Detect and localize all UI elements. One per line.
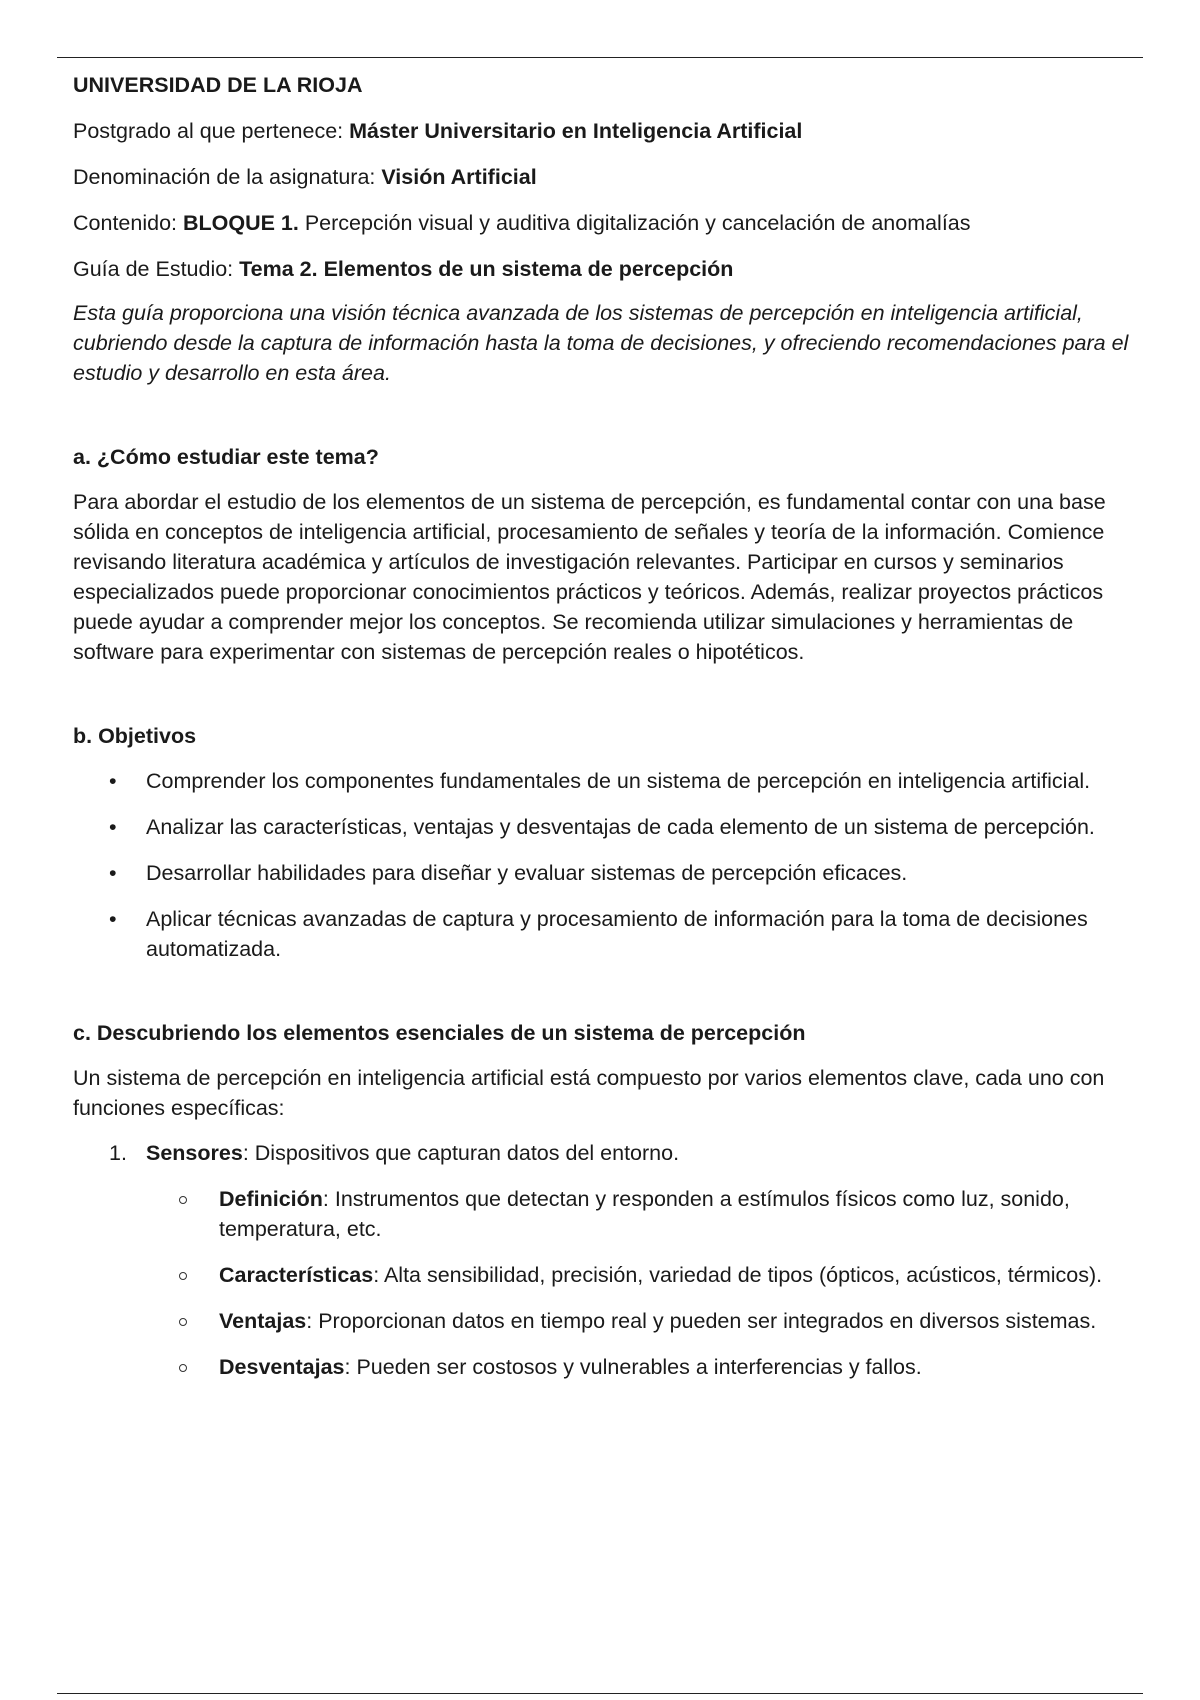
intro-paragraph: Esta guía proporciona una visión técnica avanzada de los sistemas de percepción en inteligencia artificial, cubriendo desde la captura de información hasta la toma de decisiones, y ofreciendo recomendaciones para el estudio y desarrollo en esta área. — [73, 301, 1129, 385]
top-rule — [57, 57, 1143, 58]
circle-bullet-icon — [179, 1272, 187, 1280]
guia-value: Tema 2. Elementos de un sistema de percepción — [239, 257, 734, 281]
circle-bullet-icon — [179, 1318, 187, 1326]
list-item — [146, 1260, 1133, 1290]
objective-text: Analizar las características, ventajas y desventajas de cada elemento de un sistema de percepción. — [146, 815, 1095, 839]
detail-term: Definición — [219, 1187, 323, 1211]
contenido-block: BLOQUE 1. — [182, 211, 299, 235]
circle-bullet-icon — [179, 1196, 187, 1204]
asignatura-label: Denominación de la asignatura: — [73, 165, 382, 189]
list-item — [73, 766, 1133, 796]
guia-line — [73, 254, 1133, 284]
postgrado-line — [73, 116, 1133, 146]
document-page — [73, 70, 1133, 1398]
detail-term: Desventajas — [219, 1355, 345, 1379]
bullet-icon: • — [109, 861, 117, 885]
asignatura-value: Visión Artificial — [381, 165, 537, 189]
objective-text: Comprender los componentes fundamentales de un sistema de percepción en inteligencia artificial. — [146, 769, 1091, 793]
section-c-body: Un sistema de percepción en inteligencia artificial está compuesto por varios elementos clave, cada uno con funciones específicas: — [73, 1066, 1105, 1120]
list-item — [146, 1306, 1133, 1336]
list-item — [73, 1138, 1133, 1382]
list-item — [146, 1352, 1133, 1382]
list-item — [73, 858, 1133, 888]
circle-bullet-icon — [179, 1364, 187, 1372]
objective-text: Aplicar técnicas avanzadas de captura y procesamiento de información para la toma de decisiones automatizada. — [146, 907, 1088, 961]
section-a-body: Para abordar el estudio de los elementos de un sistema de percepción, es fundamental contar con una base sólida en conceptos de inteligencia artificial, procesamiento de señales y teoría de la información. Comience revisando literatura académica y artículos de investigación relevantes. Participar en cursos y seminarios especializados puede proporcionar conocimientos prácticos y teóricos. Además, realizar proyectos prácticos puede ayudar a comprender mejor los conceptos. Se recomienda utilizar simulaciones y herramientas de software para experimentar con sistemas de percepción reales o hipotéticos. — [73, 490, 1106, 664]
detail-desc: : Instrumentos que detectan y responden a estímulos físicos como luz, sonido, temperatura, etc. — [219, 1187, 1070, 1241]
bullet-icon: • — [109, 769, 117, 793]
sensor-details-list — [146, 1184, 1133, 1382]
item-desc: : Dispositivos que capturan datos del entorno. — [242, 1141, 680, 1165]
objective-text: Desarrollar habilidades para diseñar y evaluar sistemas de percepción eficaces. — [146, 861, 908, 885]
item-number: 1. — [109, 1141, 127, 1165]
elements-list — [73, 1138, 1133, 1382]
guia-label: Guía de Estudio: — [73, 257, 240, 281]
objectives-list — [73, 766, 1133, 964]
detail-desc: : Alta sensibilidad, precisión, variedad de tipos (ópticos, acústicos, térmicos). — [373, 1263, 1103, 1287]
detail-desc: : Pueden ser costosos y vulnerables a interferencias y fallos. — [344, 1355, 922, 1379]
section-c-heading: c. Descubriendo los elementos esenciales de un sistema de percepción — [73, 1021, 806, 1045]
detail-term: Ventajas — [219, 1309, 307, 1333]
bullet-icon: • — [109, 815, 117, 839]
contenido-label: Contenido: — [73, 211, 183, 235]
list-item — [146, 1184, 1133, 1244]
detail-desc: : Proporcionan datos en tiempo real y pueden ser integrados en diversos sistemas. — [306, 1309, 1097, 1333]
asignatura-line — [73, 162, 1133, 192]
bullet-icon: • — [109, 907, 117, 931]
list-item — [73, 812, 1133, 842]
bottom-rule — [57, 1693, 1143, 1694]
contenido-text: Percepción visual y auditiva digitalización y cancelación de anomalías — [298, 211, 971, 235]
contenido-line — [73, 208, 1133, 238]
item-term: Sensores — [146, 1141, 243, 1165]
university-name: UNIVERSIDAD DE LA RIOJA — [73, 73, 363, 97]
detail-term: Características — [219, 1263, 374, 1287]
postgrado-label: Postgrado al que pertenece: — [73, 119, 350, 143]
section-b-heading: b. Objetivos — [73, 724, 197, 748]
section-a-heading: a. ¿Cómo estudiar este tema? — [73, 445, 379, 469]
postgrado-value: Máster Universitario en Inteligencia Artificial — [349, 119, 803, 143]
list-item — [73, 904, 1133, 964]
